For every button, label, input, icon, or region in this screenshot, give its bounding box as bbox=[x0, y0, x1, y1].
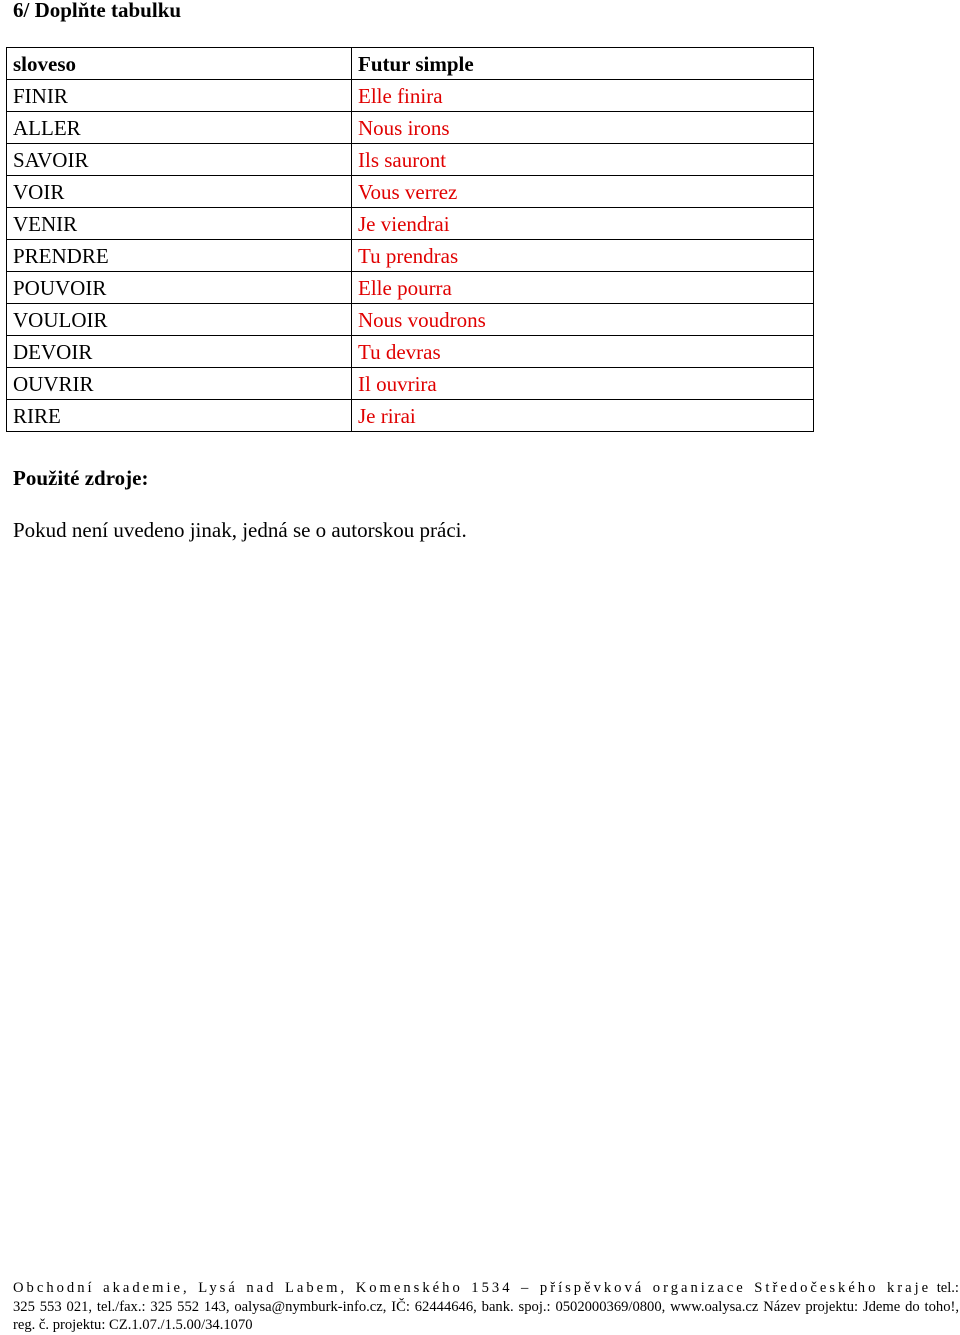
verb-cell: POUVOIR bbox=[7, 272, 352, 304]
table-row bbox=[7, 208, 814, 240]
footer-contact: tel.: 325 553 021, tel./fax.: 325 552 143, oalysa@nymburk-info.cz, IČ: 62444646, bank. spoj.: 0502000369/0800, www.oalysa.cz Název projektu: Jdeme do toho!, reg. č. projektu: CZ.1.07./1.5.00/34.1070 bbox=[13, 1280, 959, 1333]
table-row bbox=[7, 112, 814, 144]
answer-cell: Nous irons bbox=[352, 112, 814, 144]
verb-cell: VOIR bbox=[7, 176, 352, 208]
verb-cell: ALLER bbox=[7, 112, 352, 144]
header-futur-simple: Futur simple bbox=[352, 48, 814, 80]
answer-cell: Je viendrai bbox=[352, 208, 814, 240]
footer-institution: Obchodní akademie, Lysá nad Labem, Komenského 1534 – příspěvková organizace Středočeského kraje bbox=[13, 1280, 932, 1296]
table-row bbox=[7, 368, 814, 400]
answer-cell: Nous voudrons bbox=[352, 304, 814, 336]
header-verb: sloveso bbox=[7, 48, 352, 80]
verb-table bbox=[6, 47, 814, 432]
verb-cell: DEVOIR bbox=[7, 336, 352, 368]
table-row bbox=[7, 80, 814, 112]
answer-cell: Il ouvrira bbox=[352, 368, 814, 400]
table-row bbox=[7, 336, 814, 368]
table-row bbox=[7, 400, 814, 432]
sources-text: Pokud není uvedeno jinak, jedná se o autorskou práci. bbox=[13, 518, 467, 542]
sources-title: Použité zdroje: bbox=[13, 466, 149, 490]
answer-cell: Elle finira bbox=[352, 80, 814, 112]
verb-cell: VENIR bbox=[7, 208, 352, 240]
verb-cell: PRENDRE bbox=[7, 240, 352, 272]
table-row bbox=[7, 144, 814, 176]
table-row bbox=[7, 176, 814, 208]
answer-cell: Je rirai bbox=[352, 400, 814, 432]
table-row bbox=[7, 272, 814, 304]
answer-cell: Tu devras bbox=[352, 336, 814, 368]
verb-cell: SAVOIR bbox=[7, 144, 352, 176]
answer-cell: Ils sauront bbox=[352, 144, 814, 176]
page-footer bbox=[13, 1279, 959, 1335]
verb-cell: VOULOIR bbox=[7, 304, 352, 336]
table-row bbox=[7, 240, 814, 272]
answer-cell: Vous verrez bbox=[352, 176, 814, 208]
verb-cell: FINIR bbox=[7, 80, 352, 112]
verb-cell: RIRE bbox=[7, 400, 352, 432]
table-header-row bbox=[7, 48, 814, 80]
answer-cell: Elle pourra bbox=[352, 272, 814, 304]
verb-cell: OUVRIR bbox=[7, 368, 352, 400]
exercise-heading: 6/ Doplňte tabulku bbox=[13, 0, 182, 22]
table-row bbox=[7, 304, 814, 336]
answer-cell: Tu prendras bbox=[352, 240, 814, 272]
